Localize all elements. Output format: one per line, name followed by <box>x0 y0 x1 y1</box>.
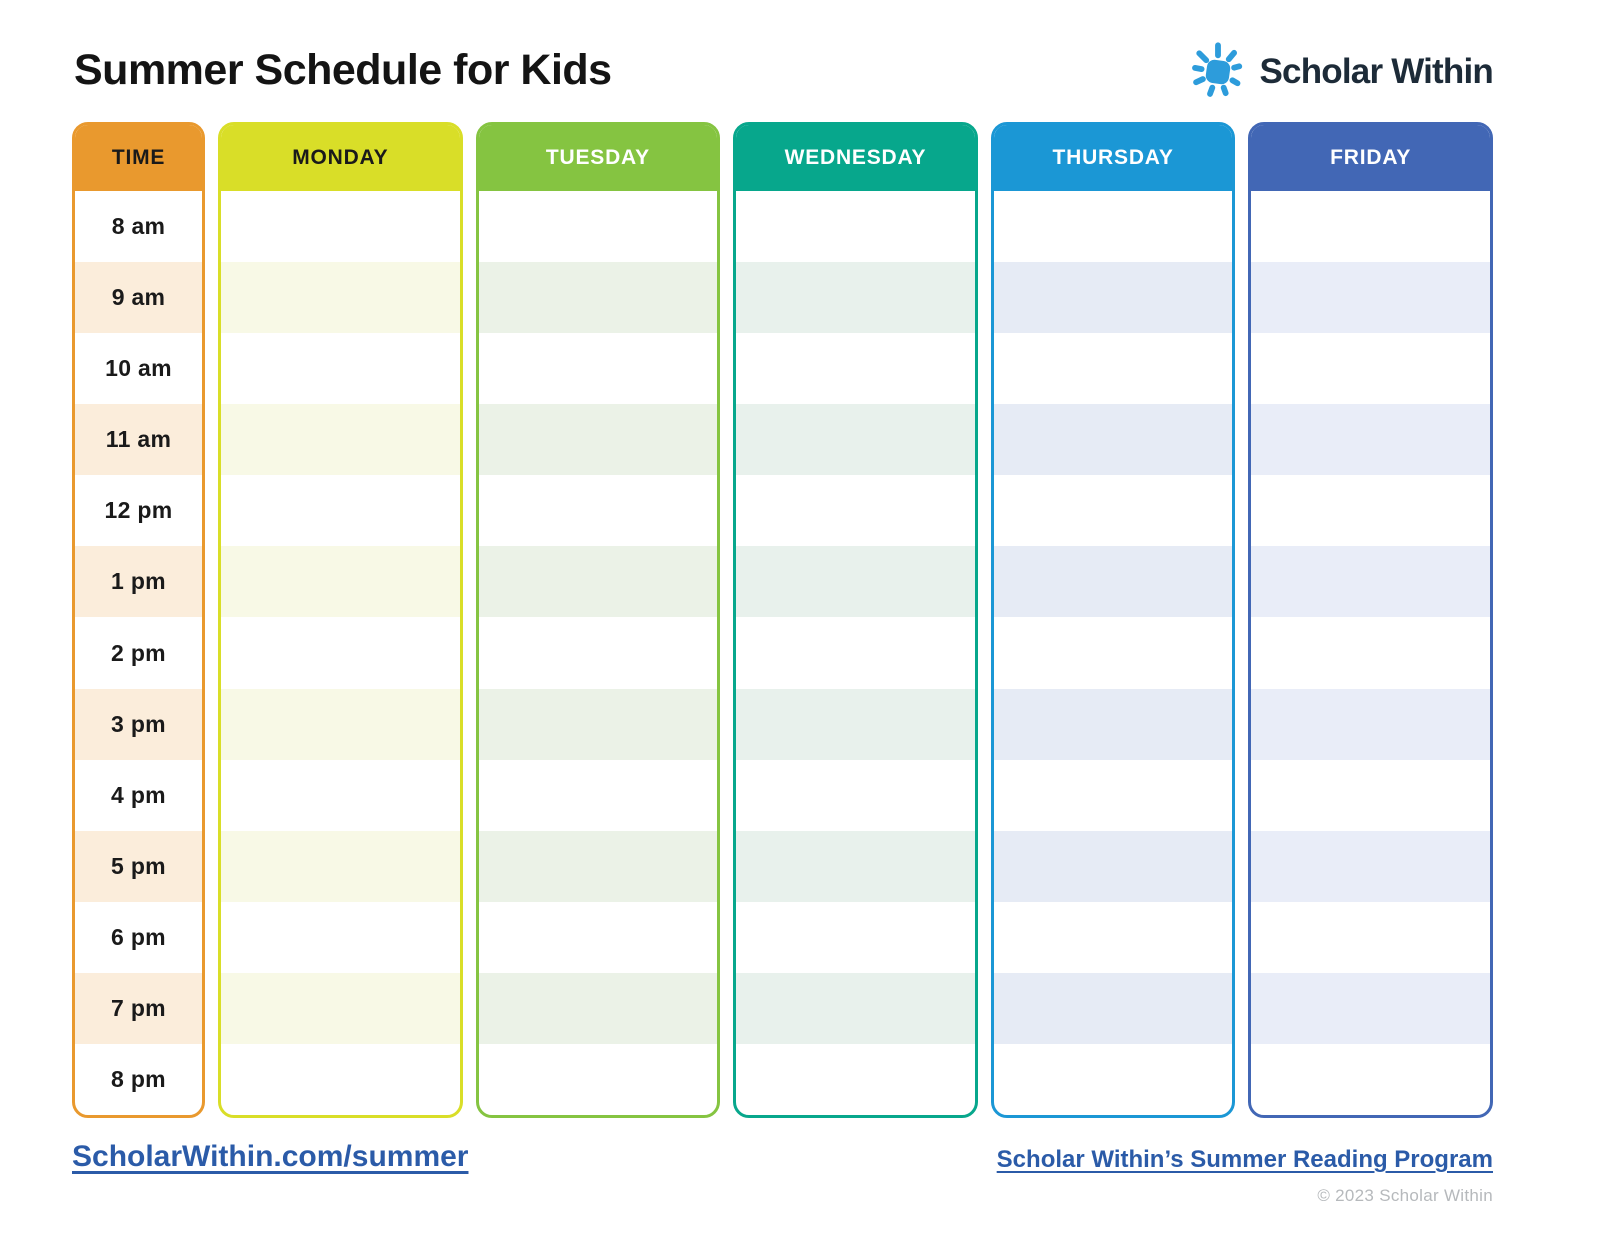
schedule-cell-thursday <box>994 617 1233 688</box>
schedule-cell-tuesday <box>479 1044 718 1115</box>
schedule-cell-friday <box>1251 617 1490 688</box>
schedule-cell-monday <box>221 617 460 688</box>
schedule-cell-friday <box>1251 546 1490 617</box>
schedule-cell-friday <box>1251 973 1490 1044</box>
day-column-tuesday <box>476 122 721 1118</box>
schedule-cell-friday <box>1251 689 1490 760</box>
schedule-cell-wednesday <box>736 831 975 902</box>
time-label: 2 pm <box>111 639 166 666</box>
brand-name: Scholar Within <box>1259 52 1493 91</box>
schedule-cell-monday <box>221 475 460 546</box>
schedule-cell-wednesday <box>736 689 975 760</box>
schedule-cell-friday <box>1251 475 1490 546</box>
schedule-cell-monday <box>221 333 460 404</box>
schedule-cell-monday <box>221 191 460 262</box>
schedule-cell-tuesday <box>479 973 718 1044</box>
brand-logo <box>1188 42 1494 102</box>
schedule-cell-thursday <box>994 831 1233 902</box>
schedule-cell-tuesday <box>479 760 718 831</box>
schedule-cell-friday <box>1251 902 1490 973</box>
time-label: 6 pm <box>111 923 166 950</box>
schedule-cell-tuesday <box>479 902 718 973</box>
time-column-header: TIME <box>75 125 202 191</box>
schedule-cell-wednesday <box>736 475 975 546</box>
time-label: 1 pm <box>75 546 202 617</box>
schedule-cell-wednesday <box>736 1044 975 1115</box>
time-label: 5 pm <box>75 831 202 902</box>
schedule-cell-friday <box>1251 1044 1490 1115</box>
time-label: 9 am <box>75 262 202 333</box>
schedule-cell-tuesday <box>479 475 718 546</box>
schedule-cell-tuesday <box>479 546 718 617</box>
day-column-thursday <box>991 122 1236 1118</box>
schedule-cell-tuesday <box>479 191 718 262</box>
schedule-cell-thursday <box>994 475 1233 546</box>
schedule-cell-monday <box>221 546 460 617</box>
schedule-cell-monday <box>221 973 460 1044</box>
copyright: © 2023 Scholar Within <box>1317 1186 1493 1205</box>
schedule-cell-tuesday <box>479 831 718 902</box>
day-column-friday <box>1248 122 1493 1118</box>
schedule-cell-friday <box>1251 760 1490 831</box>
time-label: 7 pm <box>75 973 202 1044</box>
schedule-cell-thursday <box>994 902 1233 973</box>
summer-url-link[interactable]: ScholarWithin.com/summer <box>72 1140 469 1173</box>
day-header-monday: MONDAY <box>221 125 460 191</box>
schedule-cell-friday <box>1251 333 1490 404</box>
day-header-thursday: THURSDAY <box>994 125 1233 191</box>
schedule-cell-wednesday <box>736 404 975 475</box>
time-label: 4 pm <box>111 781 166 808</box>
time-label: 10 am <box>105 355 172 382</box>
schedule-cell-thursday <box>994 191 1233 262</box>
schedule-cell-wednesday <box>736 973 975 1044</box>
schedule-cell-tuesday <box>479 404 718 475</box>
schedule-cell-friday <box>1251 262 1490 333</box>
schedule-cell-wednesday <box>736 760 975 831</box>
schedule-cell-monday <box>221 760 460 831</box>
day-header-friday: FRIDAY <box>1251 125 1490 191</box>
schedule-cell-thursday <box>994 546 1233 617</box>
schedule-cell-tuesday <box>479 689 718 760</box>
time-label: 11 am <box>75 404 202 475</box>
schedule-table <box>72 122 1493 1118</box>
schedule-cell-monday <box>221 404 460 475</box>
schedule-cell-friday <box>1251 404 1490 475</box>
schedule-cell-thursday <box>994 333 1233 404</box>
schedule-cell-friday <box>1251 191 1490 262</box>
schedule-cell-tuesday <box>479 617 718 688</box>
schedule-cell-monday <box>221 1044 460 1115</box>
schedule-cell-wednesday <box>736 333 975 404</box>
day-column-monday <box>218 122 463 1118</box>
schedule-cell-thursday <box>994 689 1233 760</box>
schedule-cell-wednesday <box>736 262 975 333</box>
schedule-cell-monday <box>221 831 460 902</box>
reading-program-link[interactable]: Scholar Within’s Summer Reading Program <box>996 1146 1493 1173</box>
day-header-wednesday: WEDNESDAY <box>736 125 975 191</box>
schedule-cell-monday <box>221 902 460 973</box>
time-label: 8 pm <box>111 1065 166 1092</box>
schedule-cell-wednesday <box>736 902 975 973</box>
time-label: 3 pm <box>75 689 202 760</box>
schedule-cell-wednesday <box>736 191 975 262</box>
schedule-cell-friday <box>1251 831 1490 902</box>
schedule-cell-thursday <box>994 262 1233 333</box>
schedule-cell-monday <box>221 262 460 333</box>
schedule-cell-tuesday <box>479 262 718 333</box>
day-column-wednesday <box>733 122 978 1118</box>
time-label: 8 am <box>111 213 166 240</box>
schedule-cell-wednesday <box>736 617 975 688</box>
schedule-cell-thursday <box>994 973 1233 1044</box>
sun-icon <box>1188 42 1248 102</box>
time-label: 12 pm <box>104 497 173 524</box>
schedule-cell-tuesday <box>479 333 718 404</box>
day-header-tuesday: TUESDAY <box>479 125 718 191</box>
schedule-cell-thursday <box>994 760 1233 831</box>
time-column <box>72 122 205 1118</box>
schedule-cell-thursday <box>994 1044 1233 1115</box>
page-title: Summer Schedule for Kids <box>74 46 612 94</box>
schedule-cell-thursday <box>994 404 1233 475</box>
schedule-cell-wednesday <box>736 546 975 617</box>
schedule-cell-monday <box>221 689 460 760</box>
